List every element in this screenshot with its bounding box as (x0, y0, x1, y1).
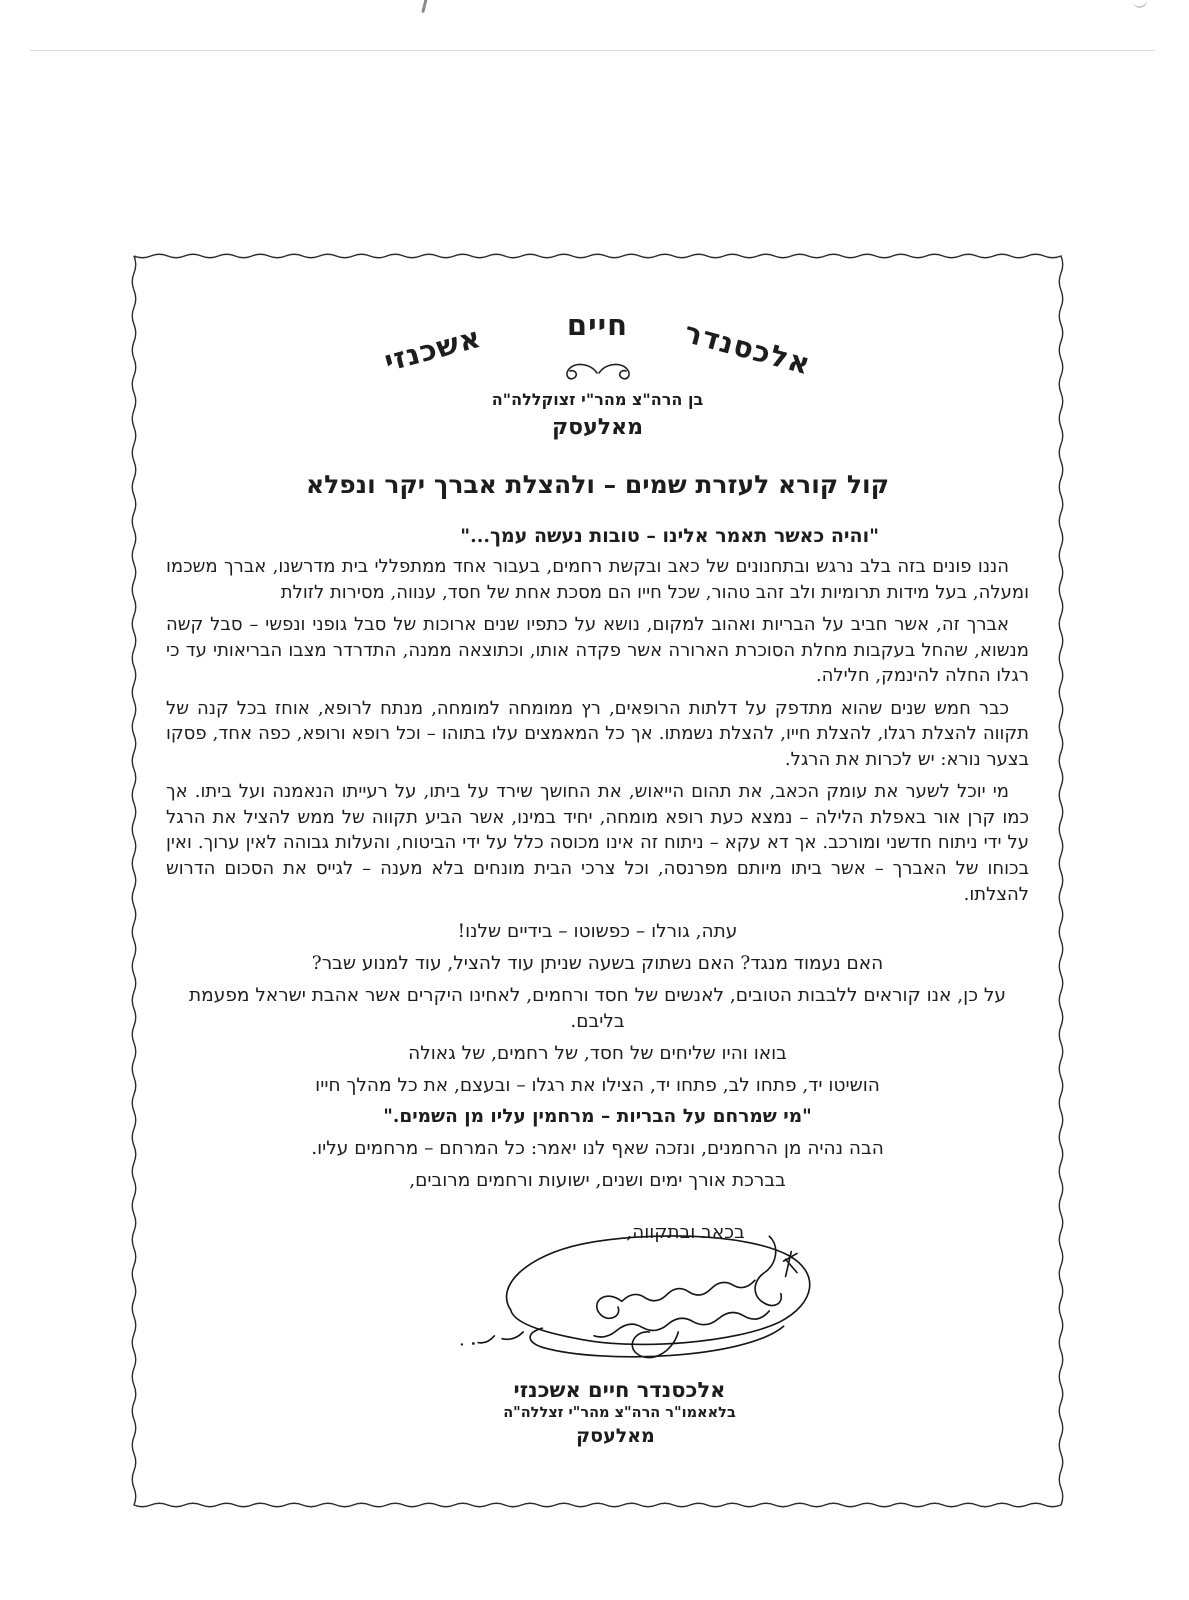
appeal-line: האם נעמוד מנגד? האם נשתוק בשעה שניתן עוד להציל, עוד למנוע שבר? (311, 953, 884, 974)
body-paragraph: מי יוכל לשער את עומק הכאב, את תהום הייאוש, את החושך שירד על ביתו, על רעייתו הנאמנה ועל ביתו. אך כמו קרן אור באפלת הלילה – נמצא כעת רופא מומחה, יחיד במינו, אשר הביע תקווה של ממש להציל את הרגל על ידי ניתוח חדשני ומורכב. אך דא עקא – ניתוח זה אינו מכוסה כלל על ידי הביטוח, והעלות גבוהה לאין ערוך. ואין בכוחו של האברך – אשר ביתו מיותם מפרנסה, וכל צרכי הבית מונחים בלא מענה – לגייס את הסכום הדרוש להצלתו. (166, 781, 1029, 905)
letterhead-name-word: אלכסנדר (680, 315, 815, 382)
letter-title: קול קורא לעזרת שמים – ולהצלת אברך יקר ונפלא (305, 470, 890, 499)
appeal-line-quote: "מי שמרחם על הבריות – מרחמין עליו מן השמים." (383, 1106, 812, 1128)
appeal-line: הושיטו יד, פתחו לב, פתחו יד, הצילו את רגלו – ובעצם, את כל מהלך חייו (315, 1074, 880, 1096)
appeal-line: בואו והיו שליחים של חסד, של רחמים, של גאולה (408, 1042, 787, 1064)
opening-quote: "והיה כאשר תאמר אלינו – טובות נעשה עמך..." (460, 525, 879, 547)
handwritten-signature (430, 1219, 850, 1377)
body-paragraph: הננו פונים בזה בלב נרגש ובתחנונים של כאב ובקשת רחמים, בעבור אחד ממתפללי בית מדרשנו, אברך משכמו ומעלה, בעל מידות תרומיות ולב זהב טהור, שכל חייו הם מסכת אחת של חסד, ענווה, מסירות לזולת (166, 556, 1029, 603)
letterhead-lineage: בן הרה"צ מהר"י זצוקללה"ה (491, 390, 704, 409)
appeal-blessing-line: בברכת אורך ימים ושנים, ישועות ורחמים מרובים, (409, 1170, 786, 1192)
letterhead-name-word: אשכנזי (380, 319, 485, 379)
calligraphic-flourish-icon (553, 360, 643, 384)
appeal-section (166, 919, 1029, 1194)
body-paragraph: כבר חמש שנים שהוא מתדפק על דלתות הרופאים, רץ ממומחה למומחה, מנתח לרופא, אוחז בכל קנה של תקווה להצלת רגלו, להצלת חייו, להצלת נשמתו. אך כל המאמצים עלו בתוהו – וכל רופא ורופא, כפה אחד, פסקו בצער נורא: יש לכרות את הרגל. (166, 697, 1029, 770)
letterhead-arched-name (380, 296, 815, 382)
appeal-line: עתה, גורלו – כפשוטו – בידיים שלנו! (457, 921, 738, 943)
body-paragraph: אברך זה, אשר חביב על הבריות ואהוב למקום, נושא על כתפיו שנים ארוכות של סבל גופני ונפשי – סבל קשה מנשוא, שהחל בעקבות מחלת הסוכרת הארורה אשר פקדה אותו, וכתוצאה ממנה, התדרדר מצבו הבריאותי עד כי רגלו החלה להינמק, חלילה. (166, 614, 1029, 687)
page-divider-line (30, 50, 1155, 51)
letter-document (128, 250, 1067, 1511)
appeal-line: הבה נהיה מן הרחמנים, ונזכה שאף לנו יאמר: כל המרחם – מרחמים עליו. (311, 1138, 884, 1160)
appeal-line: על כן, אנו קוראים ללבבות הטובים, לאנשים של חסד ורחמים, לאחינו היקרים אשר אהבת ישראל מפעמת בליבם. (189, 984, 1006, 1032)
signatory-name: אלכסנדר חיים אשכנזי (513, 1377, 726, 1403)
signatory-town: מאלעסק (576, 1425, 655, 1448)
letter-content (128, 250, 1067, 1511)
page-edge-artifact-mark-right (1132, 0, 1148, 9)
letterhead-town: מאלעסק (551, 414, 644, 440)
signatory-lineage: בלאאמו"ר הרה"צ מהר"י זצללה"ה (503, 1404, 736, 1422)
closing-block (166, 1222, 1029, 1447)
letterhead-name-word: חיים (566, 308, 629, 342)
page-edge-artifact-mark (421, 0, 428, 13)
closing-salutation: בכאב ובתקווה, (626, 1222, 745, 1244)
